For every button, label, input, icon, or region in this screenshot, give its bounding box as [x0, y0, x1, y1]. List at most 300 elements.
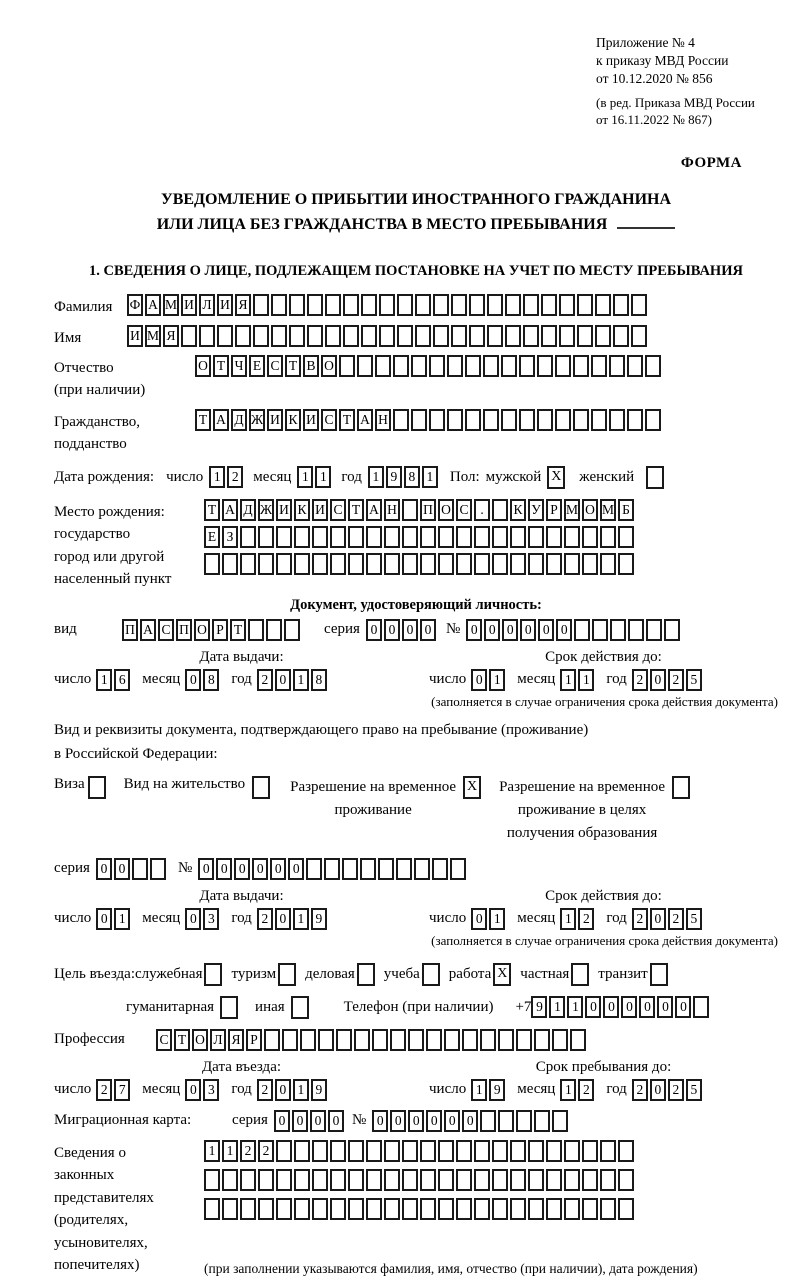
- form-cell[interactable]: [343, 325, 359, 347]
- form-cell[interactable]: Я: [235, 294, 251, 316]
- form-cell[interactable]: [271, 294, 287, 316]
- form-cell[interactable]: [618, 1198, 634, 1220]
- form-cell[interactable]: [573, 355, 589, 377]
- form-cell[interactable]: [415, 325, 431, 347]
- form-cell[interactable]: 0: [185, 669, 201, 691]
- form-cell[interactable]: [420, 526, 436, 548]
- form-cell[interactable]: [519, 409, 535, 431]
- form-cell[interactable]: [348, 1198, 364, 1220]
- form-cell[interactable]: [519, 355, 535, 377]
- form-cell[interactable]: 2: [227, 466, 243, 488]
- form-cell[interactable]: [294, 1140, 310, 1162]
- form-cell[interactable]: А: [366, 499, 382, 521]
- form-cell[interactable]: [384, 1140, 400, 1162]
- form-cell[interactable]: Ж: [258, 499, 274, 521]
- form-cell[interactable]: 0: [390, 1110, 406, 1132]
- form-cell[interactable]: 0: [462, 1110, 478, 1132]
- form-cell[interactable]: 2: [240, 1140, 256, 1162]
- form-cell[interactable]: [600, 1140, 616, 1162]
- form-cell[interactable]: 1: [204, 1140, 220, 1162]
- form-cell[interactable]: 0: [185, 1079, 201, 1101]
- form-cell[interactable]: .: [474, 499, 490, 521]
- form-cell[interactable]: [307, 325, 323, 347]
- form-cell[interactable]: [582, 1198, 598, 1220]
- form-cell[interactable]: [384, 526, 400, 548]
- form-cell[interactable]: [645, 355, 661, 377]
- sex-male-checkbox[interactable]: X: [547, 466, 565, 489]
- form-cell[interactable]: К: [510, 499, 526, 521]
- form-cell[interactable]: 3: [203, 1079, 219, 1101]
- form-cell[interactable]: [483, 355, 499, 377]
- form-cell[interactable]: [474, 1198, 490, 1220]
- form-cell[interactable]: [559, 294, 575, 316]
- purpose-work-checkbox[interactable]: X: [493, 963, 511, 986]
- form-cell[interactable]: [613, 325, 629, 347]
- form-cell[interactable]: [631, 294, 647, 316]
- form-cell[interactable]: 9: [386, 466, 402, 488]
- stay-series-cells[interactable]: [96, 858, 168, 880]
- form-cell[interactable]: И: [217, 294, 233, 316]
- form-cell[interactable]: [582, 553, 598, 575]
- form-cell[interactable]: [312, 553, 328, 575]
- form-cell[interactable]: [546, 1198, 562, 1220]
- form-cell[interactable]: [582, 526, 598, 548]
- form-cell[interactable]: [564, 1198, 580, 1220]
- form-cell[interactable]: 0: [275, 669, 291, 691]
- form-cell[interactable]: Д: [231, 409, 247, 431]
- form-cell[interactable]: 1: [209, 466, 225, 488]
- stay-expiry-day-cells[interactable]: [471, 908, 507, 930]
- form-cell[interactable]: 0: [657, 996, 673, 1018]
- form-cell[interactable]: [348, 553, 364, 575]
- form-cell[interactable]: [402, 1169, 418, 1191]
- form-cell[interactable]: [523, 294, 539, 316]
- form-cell[interactable]: [253, 294, 269, 316]
- form-cell[interactable]: [271, 325, 287, 347]
- form-cell[interactable]: Н: [384, 499, 400, 521]
- form-cell[interactable]: 2: [668, 908, 684, 930]
- form-cell[interactable]: [546, 1140, 562, 1162]
- purpose-transit-checkbox[interactable]: [650, 963, 668, 986]
- form-cell[interactable]: [450, 858, 466, 880]
- form-cell[interactable]: [426, 1029, 442, 1051]
- form-cell[interactable]: [610, 619, 626, 641]
- form-cell[interactable]: 0: [288, 858, 304, 880]
- form-cell[interactable]: [324, 858, 340, 880]
- form-cell[interactable]: [294, 553, 310, 575]
- form-cell[interactable]: А: [213, 409, 229, 431]
- form-cell[interactable]: [546, 526, 562, 548]
- form-cell[interactable]: 2: [632, 908, 648, 930]
- form-cell[interactable]: 0: [328, 1110, 344, 1132]
- form-cell[interactable]: [582, 1140, 598, 1162]
- birth-place-line3-cells[interactable]: [204, 553, 636, 575]
- form-cell[interactable]: [456, 1169, 472, 1191]
- entry-day-cells[interactable]: [96, 1079, 132, 1101]
- form-cell[interactable]: [240, 553, 256, 575]
- form-cell[interactable]: 1: [489, 908, 505, 930]
- form-cell[interactable]: [264, 1029, 280, 1051]
- form-cell[interactable]: 0: [366, 619, 382, 641]
- form-cell[interactable]: 0: [185, 908, 201, 930]
- form-cell[interactable]: [312, 1140, 328, 1162]
- form-cell[interactable]: [510, 1140, 526, 1162]
- form-cell[interactable]: [330, 526, 346, 548]
- form-cell[interactable]: 2: [668, 1079, 684, 1101]
- form-cell[interactable]: С: [456, 499, 472, 521]
- form-cell[interactable]: [552, 1029, 568, 1051]
- form-cell[interactable]: [564, 526, 580, 548]
- identity-expiry-year-cells[interactable]: [632, 669, 704, 691]
- surname-cells[interactable]: [127, 294, 649, 316]
- form-cell[interactable]: [420, 1140, 436, 1162]
- form-cell[interactable]: 0: [384, 619, 400, 641]
- form-cell[interactable]: [204, 553, 220, 575]
- form-cell[interactable]: Т: [174, 1029, 190, 1051]
- form-cell[interactable]: Ж: [249, 409, 265, 431]
- form-cell[interactable]: 0: [426, 1110, 442, 1132]
- form-cell[interactable]: [312, 1169, 328, 1191]
- form-cell[interactable]: [384, 1169, 400, 1191]
- form-cell[interactable]: [600, 1169, 616, 1191]
- form-cell[interactable]: [411, 355, 427, 377]
- form-cell[interactable]: 2: [578, 1079, 594, 1101]
- sex-female-checkbox[interactable]: [646, 466, 664, 489]
- form-cell[interactable]: [258, 1169, 274, 1191]
- form-cell[interactable]: [528, 526, 544, 548]
- form-cell[interactable]: [222, 553, 238, 575]
- form-cell[interactable]: [429, 409, 445, 431]
- form-cell[interactable]: [438, 1169, 454, 1191]
- form-cell[interactable]: [330, 1169, 346, 1191]
- form-cell[interactable]: [150, 858, 166, 880]
- form-cell[interactable]: 1: [560, 669, 576, 691]
- form-cell[interactable]: О: [438, 499, 454, 521]
- form-cell[interactable]: Е: [204, 526, 220, 548]
- temp-residence-edu-checkbox[interactable]: [672, 776, 690, 799]
- stay-number-cells[interactable]: [198, 858, 468, 880]
- form-cell[interactable]: [420, 1198, 436, 1220]
- form-cell[interactable]: [253, 325, 269, 347]
- form-cell[interactable]: [510, 553, 526, 575]
- form-cell[interactable]: 9: [489, 1079, 505, 1101]
- form-cell[interactable]: [528, 1169, 544, 1191]
- form-cell[interactable]: 0: [234, 858, 250, 880]
- form-cell[interactable]: Т: [204, 499, 220, 521]
- entry-year-cells[interactable]: [257, 1079, 329, 1101]
- form-cell[interactable]: 1: [368, 466, 384, 488]
- form-cell[interactable]: 0: [556, 619, 572, 641]
- form-cell[interactable]: [505, 294, 521, 316]
- form-cell[interactable]: [487, 294, 503, 316]
- form-cell[interactable]: [523, 325, 539, 347]
- representatives-line2-cells[interactable]: [204, 1169, 698, 1191]
- form-cell[interactable]: С: [330, 499, 346, 521]
- form-cell[interactable]: Т: [213, 355, 229, 377]
- form-cell[interactable]: [456, 1198, 472, 1220]
- form-cell[interactable]: С: [158, 619, 174, 641]
- birth-month-cells[interactable]: [297, 466, 333, 488]
- form-cell[interactable]: [618, 1140, 634, 1162]
- form-cell[interactable]: М: [145, 325, 161, 347]
- form-cell[interactable]: 0: [114, 858, 130, 880]
- birth-place-line1-cells[interactable]: [204, 499, 636, 521]
- form-cell[interactable]: 0: [603, 996, 619, 1018]
- form-cell[interactable]: 1: [567, 996, 583, 1018]
- purpose-tourism-checkbox[interactable]: [278, 963, 296, 986]
- form-cell[interactable]: [289, 294, 305, 316]
- form-cell[interactable]: [537, 409, 553, 431]
- form-cell[interactable]: Р: [212, 619, 228, 641]
- form-cell[interactable]: И: [181, 294, 197, 316]
- form-cell[interactable]: [528, 1198, 544, 1220]
- identity-issue-year-cells[interactable]: [257, 669, 329, 691]
- form-cell[interactable]: А: [145, 294, 161, 316]
- form-cell[interactable]: [618, 1169, 634, 1191]
- form-cell[interactable]: 9: [531, 996, 547, 1018]
- purpose-private-checkbox[interactable]: [571, 963, 589, 986]
- form-cell[interactable]: [510, 526, 526, 548]
- form-cell[interactable]: М: [564, 499, 580, 521]
- form-cell[interactable]: 2: [578, 908, 594, 930]
- purpose-other-checkbox[interactable]: [291, 996, 309, 1019]
- form-cell[interactable]: [474, 1169, 490, 1191]
- form-cell[interactable]: [474, 1140, 490, 1162]
- form-cell[interactable]: 6: [114, 669, 130, 691]
- form-cell[interactable]: [492, 499, 508, 521]
- form-cell[interactable]: [204, 1169, 220, 1191]
- form-cell[interactable]: [276, 553, 292, 575]
- form-cell[interactable]: [609, 409, 625, 431]
- form-cell[interactable]: [378, 858, 394, 880]
- form-cell[interactable]: [411, 409, 427, 431]
- form-cell[interactable]: [282, 1029, 298, 1051]
- form-cell[interactable]: [600, 1198, 616, 1220]
- form-cell[interactable]: У: [528, 499, 544, 521]
- form-cell[interactable]: 1: [293, 669, 309, 691]
- form-cell[interactable]: [627, 355, 643, 377]
- form-cell[interactable]: [456, 553, 472, 575]
- form-cell[interactable]: [343, 294, 359, 316]
- stay-until-day-cells[interactable]: [471, 1079, 507, 1101]
- form-cell[interactable]: К: [294, 499, 310, 521]
- form-cell[interactable]: [555, 409, 571, 431]
- doc-number-cells[interactable]: [466, 619, 682, 641]
- form-cell[interactable]: [294, 1169, 310, 1191]
- form-cell[interactable]: [433, 294, 449, 316]
- residence-permit-checkbox[interactable]: [252, 776, 270, 799]
- identity-issue-day-cells[interactable]: [96, 669, 132, 691]
- form-cell[interactable]: [564, 1169, 580, 1191]
- form-cell[interactable]: [451, 294, 467, 316]
- form-cell[interactable]: 0: [275, 908, 291, 930]
- form-cell[interactable]: П: [420, 499, 436, 521]
- form-cell[interactable]: [294, 526, 310, 548]
- form-cell[interactable]: [307, 294, 323, 316]
- form-cell[interactable]: [366, 1169, 382, 1191]
- form-cell[interactable]: Ч: [231, 355, 247, 377]
- form-cell[interactable]: [516, 1110, 532, 1132]
- form-cell[interactable]: [375, 355, 391, 377]
- form-cell[interactable]: [613, 294, 629, 316]
- form-cell[interactable]: Я: [228, 1029, 244, 1051]
- form-cell[interactable]: 0: [520, 619, 536, 641]
- form-cell[interactable]: [510, 1198, 526, 1220]
- form-cell[interactable]: 0: [484, 619, 500, 641]
- form-cell[interactable]: 1: [293, 908, 309, 930]
- form-cell[interactable]: [366, 553, 382, 575]
- form-cell[interactable]: [379, 325, 395, 347]
- form-cell[interactable]: 1: [293, 1079, 309, 1101]
- form-cell[interactable]: [276, 1169, 292, 1191]
- form-cell[interactable]: [492, 526, 508, 548]
- form-cell[interactable]: К: [285, 409, 301, 431]
- form-cell[interactable]: [693, 996, 709, 1018]
- form-cell[interactable]: 1: [422, 466, 438, 488]
- form-cell[interactable]: [474, 526, 490, 548]
- form-cell[interactable]: [438, 526, 454, 548]
- form-cell[interactable]: [360, 858, 376, 880]
- form-cell[interactable]: [480, 1029, 496, 1051]
- form-cell[interactable]: 0: [292, 1110, 308, 1132]
- form-cell[interactable]: [510, 1169, 526, 1191]
- form-cell[interactable]: [438, 553, 454, 575]
- form-cell[interactable]: [258, 1198, 274, 1220]
- form-cell[interactable]: [397, 325, 413, 347]
- form-cell[interactable]: З: [222, 526, 238, 548]
- birth-day-cells[interactable]: [209, 466, 245, 488]
- form-cell[interactable]: [361, 325, 377, 347]
- form-cell[interactable]: [582, 1169, 598, 1191]
- form-cell[interactable]: [330, 553, 346, 575]
- form-cell[interactable]: Ф: [127, 294, 143, 316]
- identity-issue-month-cells[interactable]: [185, 669, 221, 691]
- form-cell[interactable]: 0: [639, 996, 655, 1018]
- form-cell[interactable]: [462, 1029, 478, 1051]
- identity-expiry-day-cells[interactable]: [471, 669, 507, 691]
- form-cell[interactable]: 5: [686, 1079, 702, 1101]
- form-cell[interactable]: [354, 1029, 370, 1051]
- form-cell[interactable]: 9: [311, 908, 327, 930]
- given-name-cells[interactable]: [127, 325, 649, 347]
- form-cell[interactable]: 0: [538, 619, 554, 641]
- form-cell[interactable]: [505, 325, 521, 347]
- form-cell[interactable]: 9: [311, 1079, 327, 1101]
- form-cell[interactable]: [600, 526, 616, 548]
- form-cell[interactable]: А: [222, 499, 238, 521]
- form-cell[interactable]: [276, 1198, 292, 1220]
- form-cell[interactable]: [570, 1029, 586, 1051]
- form-cell[interactable]: [501, 355, 517, 377]
- form-cell[interactable]: [402, 553, 418, 575]
- form-cell[interactable]: [447, 355, 463, 377]
- form-cell[interactable]: [420, 553, 436, 575]
- form-cell[interactable]: [397, 294, 413, 316]
- purpose-business-checkbox[interactable]: [357, 963, 375, 986]
- form-cell[interactable]: [300, 1029, 316, 1051]
- form-cell[interactable]: А: [357, 409, 373, 431]
- form-cell[interactable]: [501, 409, 517, 431]
- form-cell[interactable]: [312, 526, 328, 548]
- doc-series-cells[interactable]: [366, 619, 438, 641]
- form-cell[interactable]: 8: [311, 669, 327, 691]
- form-cell[interactable]: 1: [471, 1079, 487, 1101]
- form-cell[interactable]: Д: [240, 499, 256, 521]
- form-cell[interactable]: [664, 619, 680, 641]
- form-cell[interactable]: И: [267, 409, 283, 431]
- form-cell[interactable]: [564, 553, 580, 575]
- form-cell[interactable]: [444, 1029, 460, 1051]
- form-cell[interactable]: [574, 619, 590, 641]
- form-cell[interactable]: 0: [402, 619, 418, 641]
- form-cell[interactable]: [469, 294, 485, 316]
- entry-month-cells[interactable]: [185, 1079, 221, 1101]
- form-cell[interactable]: [402, 499, 418, 521]
- form-cell[interactable]: [646, 619, 662, 641]
- form-cell[interactable]: [546, 553, 562, 575]
- stay-until-year-cells[interactable]: [632, 1079, 704, 1101]
- form-cell[interactable]: Н: [375, 409, 391, 431]
- form-cell[interactable]: [609, 355, 625, 377]
- form-cell[interactable]: [240, 526, 256, 548]
- form-cell[interactable]: [366, 526, 382, 548]
- form-cell[interactable]: [591, 355, 607, 377]
- form-cell[interactable]: 2: [632, 1079, 648, 1101]
- form-cell[interactable]: М: [163, 294, 179, 316]
- form-cell[interactable]: О: [582, 499, 598, 521]
- form-cell[interactable]: [537, 355, 553, 377]
- form-cell[interactable]: [366, 1198, 382, 1220]
- form-cell[interactable]: О: [195, 355, 211, 377]
- form-cell[interactable]: [289, 325, 305, 347]
- form-cell[interactable]: 0: [310, 1110, 326, 1132]
- form-cell[interactable]: [266, 619, 282, 641]
- form-cell[interactable]: [330, 1140, 346, 1162]
- doc-kind-cells[interactable]: [122, 619, 302, 641]
- form-cell[interactable]: 1: [489, 669, 505, 691]
- migration-series-cells[interactable]: [274, 1110, 346, 1132]
- form-cell[interactable]: [534, 1110, 550, 1132]
- form-cell[interactable]: 0: [372, 1110, 388, 1132]
- form-cell[interactable]: 1: [560, 908, 576, 930]
- temp-residence-checkbox[interactable]: X: [463, 776, 481, 799]
- form-cell[interactable]: [415, 294, 431, 316]
- form-cell[interactable]: [372, 1029, 388, 1051]
- form-cell[interactable]: В: [303, 355, 319, 377]
- purpose-study-checkbox[interactable]: [422, 963, 440, 986]
- phone-cells[interactable]: [531, 996, 711, 1018]
- form-cell[interactable]: С: [267, 355, 283, 377]
- form-cell[interactable]: [577, 294, 593, 316]
- form-cell[interactable]: И: [127, 325, 143, 347]
- form-cell[interactable]: [600, 553, 616, 575]
- form-cell[interactable]: [432, 858, 448, 880]
- form-cell[interactable]: [390, 1029, 406, 1051]
- form-cell[interactable]: 1: [578, 669, 594, 691]
- form-cell[interactable]: [222, 1169, 238, 1191]
- form-cell[interactable]: [628, 619, 644, 641]
- form-cell[interactable]: 0: [650, 1079, 666, 1101]
- form-cell[interactable]: И: [276, 499, 292, 521]
- form-cell[interactable]: 0: [274, 1110, 290, 1132]
- form-cell[interactable]: 8: [203, 669, 219, 691]
- form-cell[interactable]: [348, 526, 364, 548]
- form-cell[interactable]: [492, 553, 508, 575]
- form-cell[interactable]: [222, 1198, 238, 1220]
- form-cell[interactable]: 0: [408, 1110, 424, 1132]
- form-cell[interactable]: [498, 1110, 514, 1132]
- representatives-line1-cells[interactable]: [204, 1140, 698, 1162]
